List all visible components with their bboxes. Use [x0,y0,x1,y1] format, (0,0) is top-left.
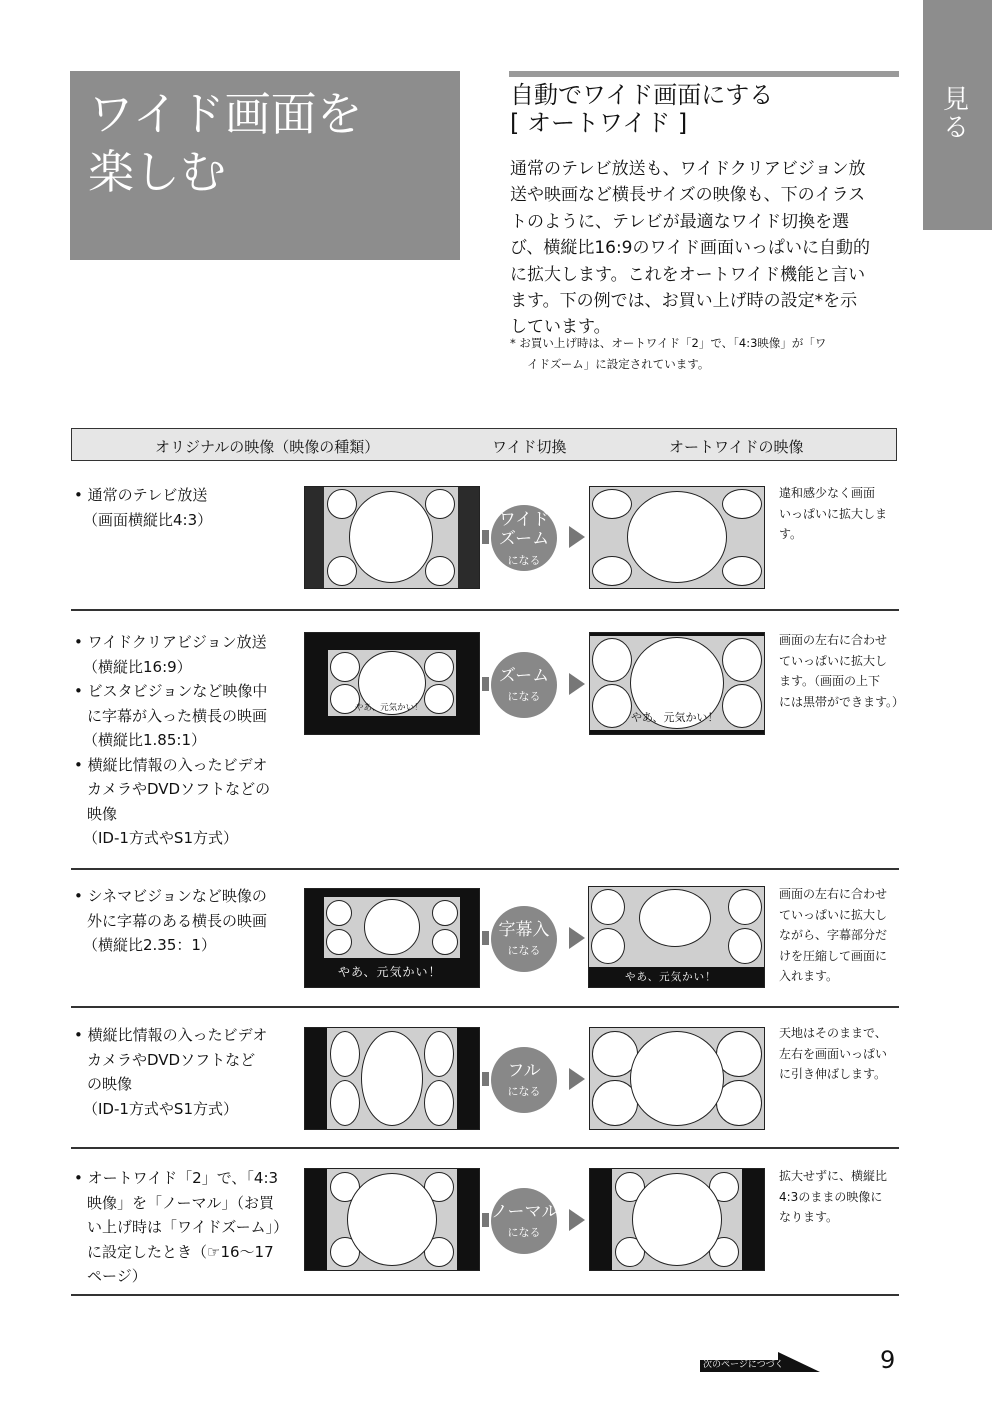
column-header-original: オリジナルの映像（映像の種類） [155,438,380,456]
arrow-out [569,673,585,695]
row-divider [71,1147,899,1149]
intro-line: 送や映画など横長サイズの映像も、下のイラス [510,185,866,206]
arrow-out [569,927,585,949]
footnote-line: イドズーム」に設定されています。 [527,357,710,371]
label-line: （横縦比1.85:1） [83,731,206,749]
badge-sublabel: になる [507,690,541,703]
row-description [779,630,904,712]
next-page-marker [700,1352,820,1372]
badge-label: ズーム [498,529,550,549]
intro-line: に拡大します。これをオートワイド機能と言い [510,264,866,285]
desc-line: なります。 [779,1210,839,1224]
intro-line: 通常のテレビ放送も、ワイドクリアビジョン放 [510,159,866,179]
mode-badge-subtitle [491,906,557,972]
badge-sublabel: になる [507,1226,541,1239]
subtitle-text: やあ、元気かい！ [631,711,719,724]
mode-badge-zoom [491,652,557,718]
label-line: 映像 [87,804,118,823]
arrow-out [569,1209,585,1231]
row-divider [71,609,899,611]
caption-text: やあ、元気かい！ [625,971,717,983]
desc-line: ていっぱいに拡大し [779,907,888,922]
original-screen-letterbox [304,632,480,735]
label-line: • 通常のテレビ放送 [74,486,208,504]
desc-line: 入れます。 [779,969,839,983]
label-line: • 横縦比情報の入ったビデオ [74,1026,268,1044]
label-line: （ID-1方式やS1方式） [83,1099,238,1118]
page-number: 9 [880,1346,896,1374]
label-line: • ワイドクリアビジョン放送 [74,633,267,651]
label-line: に字幕が入った横長の映画 [87,706,268,725]
desc-line: には黒帯ができます。） [779,694,905,709]
intro-paragraph [510,156,905,341]
intro-line: ます。下の例では、お買い上げ時の設定*を示 [510,290,858,311]
result-screen-zoom [589,632,765,735]
arrow-in [482,1213,489,1227]
row-description [779,1166,887,1228]
column-header-result: オートワイドの映像 [669,438,804,456]
arrow-out [569,526,585,548]
row-divider [71,868,899,870]
badge-label: フル [507,1061,541,1081]
label-line: （横縦比16:9） [83,657,192,676]
desc-line: ていっぱいに拡大し [779,653,888,668]
label-line: カメラやDVDソフトなど [87,1050,256,1069]
desc-line: 拡大せずに、横縦比 [779,1169,888,1183]
original-screen-normal [304,1168,480,1271]
result-screen-normal [589,1168,765,1271]
row-label [74,884,267,958]
result-screen-full [589,1027,765,1130]
row-label [74,1023,267,1121]
row-label [74,630,270,851]
section-rule [509,71,899,77]
footnote-line: * お買い上げ時は、オートワイド「2」で、「4:3映像」が「ワ [510,336,827,350]
label-line: に設定したとき（☞16～17 [87,1242,274,1261]
arrow-in [482,530,489,544]
badge-label: ズーム [498,666,550,686]
original-screen-cinema [304,888,480,988]
page-title-block [70,71,460,260]
original-screen-4x3 [304,486,480,589]
desc-line: 4:3のままの映像に [779,1189,883,1204]
label-line: （ID-1方式やS1方式） [83,829,238,847]
desc-line: いっぱいに拡大しま [779,506,888,521]
desc-line: 天地はそのままで、 [779,1026,887,1040]
label-line: （横縦比2.35：1） [83,936,216,954]
mode-badge-full [491,1047,557,1113]
caption-text: やあ、元気かい！ [338,965,442,979]
badge-sublabel: になる [507,554,541,567]
desc-line: 画面の左右に合わせ [779,887,888,901]
label-line: • オートワイド「2」で、「4:3 [74,1169,279,1187]
result-screen-wide-zoom [589,486,765,589]
desc-line: 画面の左右に合わせ [779,633,888,647]
desc-line: ます。（画面の上下 [779,674,881,688]
table-header [71,428,897,461]
row-label [74,1166,288,1289]
label-line: い上げ時は「ワイドズーム」） [87,1218,289,1236]
badge-sublabel: になる [507,944,541,957]
desc-line: す。 [779,527,803,541]
label-line: ページ） [87,1267,147,1285]
desc-line: 違和感少なく画面 [779,486,876,500]
desc-line: 左右を画面いっぱい [779,1046,888,1061]
label-line: （画面横縦比4:3） [83,510,213,529]
original-screen-squeeze [304,1027,480,1130]
label-line: の映像 [87,1075,133,1093]
arrow-out [569,1068,585,1090]
mode-badge-normal [491,1188,557,1254]
row-divider [71,1294,899,1296]
section-heading-line1: 自動でワイド画面にする [510,81,774,109]
section-heading-line2: [ オートワイド ] [510,109,688,137]
arrow-in [482,931,489,945]
row-divider [71,1006,899,1008]
label-line: カメラやDVDソフトなどの [87,780,271,798]
row-description [779,1023,887,1085]
desc-line: ながら、字幕部分だ [779,928,888,942]
intro-line: しています。 [510,317,611,338]
page-title-line1: ワイド画面を [88,87,363,141]
desc-line: に引き伸ばします。 [779,1067,887,1081]
intro-line: トのように、テレビが最適なワイド切換を選 [510,211,850,232]
badge-label: 字幕入 [498,920,550,940]
badge-label: ノーマル [491,1202,559,1222]
mode-badge-wide-zoom [491,505,557,571]
next-page-label: 次のページにつづく [703,1360,784,1370]
badge-sublabel: になる [507,1085,541,1098]
arrow-in [482,677,489,691]
subtitle-text: やあ、元気かい！ [355,703,423,713]
desc-line: けを圧縮して画面に [779,948,888,963]
column-header-switch: ワイド切換 [492,438,567,456]
row-label [74,483,212,532]
label-line: • シネマビジョンなど映像の [74,887,267,905]
chapter-tab [923,0,992,230]
badge-label: ワイド [498,510,550,530]
label-line: • 横縦比情報の入ったビデオ [74,755,268,774]
page-title-line2: 楽しむ [88,145,226,199]
label-line: 映像」を「ノーマル」（お買 [87,1193,275,1212]
row-description [779,884,887,987]
arrow-in [482,1072,489,1086]
chapter-tab-label: 見る [942,85,969,143]
label-line: 外に字幕のある横長の映画 [87,911,268,930]
row-description [779,483,887,545]
result-screen-subtitle [588,886,765,988]
label-line: • ビスタビジョンなど映像中 [74,682,268,700]
intro-line: び、横縦比16:9のワイド画面いっぱいに自動的 [510,238,870,259]
